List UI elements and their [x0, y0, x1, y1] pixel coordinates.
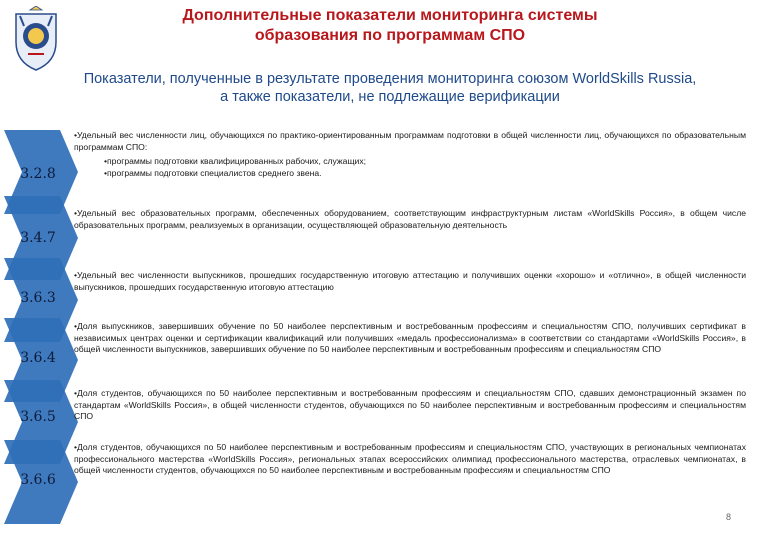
- indicator-code: 3.6.3: [20, 290, 56, 306]
- indicator-code: 3.2.8: [20, 166, 56, 182]
- indicator-text: •Доля студентов, обучающихся по 50 наиболее перспективным и востребованным профессиям и специальностям СПО, участвующих в региональных чемпионатах профессионального мастерства «WorldSkills Россия», региональных этапах всероссийских олимпиад профессионального мастерства, отраслевых чемпионатах, в общей численности студентов, обучающихся по 50 наиболее перспективным и востребованным профессиям и специальностям СПО: [74, 442, 746, 475]
- page-number: 8: [726, 512, 732, 522]
- indicator-subitem: •программы подготовки квалифицированных рабочих, служащих;: [104, 156, 367, 166]
- indicator-code: 3.6.5: [20, 409, 56, 425]
- indicator-description: •Удельный вес численности лиц, обучающихся по практико-ориентированным программам подготовки в общей численности лиц, обучающихся по образовательным программам СПО:: [74, 130, 746, 152]
- page-title: [100, 6, 680, 46]
- indicator-subitem: •программы подготовки специалистов среднего звена.: [104, 167, 322, 178]
- indicator-code: 3.4.7: [20, 230, 56, 246]
- indicator-text: [74, 130, 746, 179]
- indicator-text: •Удельный вес численности выпускников, прошедших государственную итоговую аттестацию и получивших оценки «хорошо» и «отлично», в общей численности выпускников, прошедших государственную итоговую аттестацию: [74, 270, 746, 292]
- indicator-text: •Доля выпускников, завершивших обучение по 50 наиболее перспективным и востребованным профессиям и специальностям СПО, получивших сертификат в независимых центрах оценки и сертификации квалификаций или получивших «медаль профессионализма» в соответствии со стандартами «WorldSkills Россия», в общей численности выпускников, завершивших обучение по 50 наиболее перспективным и востребованным профессиям и специальностям СПО: [74, 321, 746, 354]
- indicator-code: 3.6.6: [20, 472, 56, 488]
- page-title-line-2: образования по программам СПО: [254, 27, 526, 44]
- indicator-text: •Удельный вес образовательных программ, обеспеченных оборудованием, соответствующим инфраструктурным листам «WorldSkills Россия», в общем числе образовательных программ, реализуемых в организации, осуществляющей образовательную деятельность: [74, 208, 746, 230]
- page-subtitle-line-2: а также показатели, не подлежащие верификации: [220, 89, 560, 105]
- indicator-code: 3.6.4: [20, 350, 56, 366]
- indicator-text: •Доля студентов, обучающихся по 50 наиболее перспективным и востребованным профессиям и специальностям СПО, сдавших демонстрационный экзамен по стандартам «WorldSkills Россия», в общей численности студентов, обучающихся по 50 наиболее перспективным и востребованным профессиям и специальностям СПО: [74, 388, 746, 421]
- page-subtitle: [20, 70, 760, 106]
- page-subtitle-line-1: Показатели, полученные в результате проведения мониторинга союзом WorldSkills Russia,: [83, 71, 697, 87]
- ministry-emblem-icon: [8, 6, 64, 72]
- page-title-line-1: Дополнительные показатели мониторинга системы: [182, 7, 598, 24]
